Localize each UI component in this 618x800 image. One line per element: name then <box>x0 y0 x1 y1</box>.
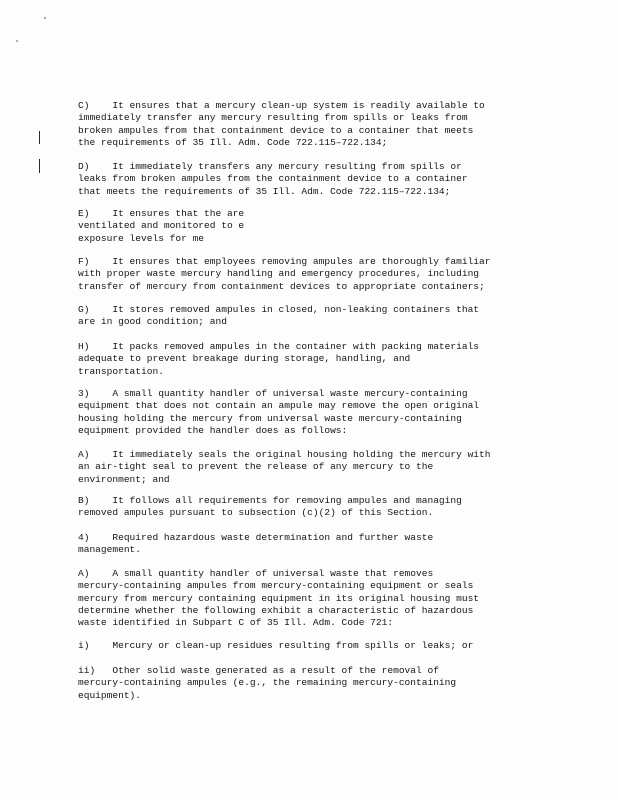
paragraph-3: 3) A small quantity handler of universal waste mercury-containing equipment that does not contain an ampule may remove the open original housing holding the mercury from universal waste mercury-containing equipment provided the handler does as follows: <box>78 388 480 436</box>
paragraph-d: D) It immediately transfers any mercury resulting from spills or leaks from broken ampules from the containment device to a container that meets the requirements of 35 Ill. Adm. Code 722.115–722.134; <box>78 161 468 197</box>
paragraph-3b: B) It follows all requirements for removing ampules and managing removed ampules pursuant to subsection (c)(2) of this Section. <box>78 495 462 519</box>
paragraph-3a: A) It immediately seals the original housing holding the mercury with an air-tight seal to prevent the release of any mercury to the environment; and <box>78 449 491 485</box>
paragraph-e: E) It ensures that the are ventilated and monitored to e exposure levels for me <box>78 208 245 244</box>
paragraph-4a-i: i) Mercury or clean-up residues resulting from spills or leaks; or <box>78 640 474 651</box>
paragraph-4a-ii: ii) Other solid waste generated as a result of the removal of mercury-containing ampules (e.g., the remaining mercury-containing equipment). <box>78 665 457 701</box>
scan-speck <box>16 40 18 42</box>
revision-bar <box>39 159 40 173</box>
paragraph-4: 4) Required hazardous waste determination and further waste management. <box>78 532 434 556</box>
paragraph-4a: A) A small quantity handler of universal waste that removes mercury-containing ampules from mercury-containing equipment or seals mercury from mercury containing equipment in its original housing must determine whether the following exhibit a characteristic of hazardous waste identified in Subpart C of 35 Ill. Adm. Code 721: <box>78 568 480 629</box>
paragraph-h: H) It packs removed ampules in the container with packing materials adequate to prevent breakage during storage, handling, and transportation. <box>78 341 480 377</box>
paragraph-g: G) It stores removed ampules in closed, non-leaking containers that are in good condition; and <box>78 304 480 328</box>
paragraph-f: F) It ensures that employees removing ampules are thoroughly familiar with proper waste mercury handling and emergency procedures, including transfer of mercury from containment devices to appropriate containers; <box>78 256 491 292</box>
paragraph-c: C) It ensures that a mercury clean-up system is readily available to immediately transfer any mercury resulting from spills or leaks from broken ampules from that containment device to a container that meets the requirements of 35 Ill. Adm. Code 722.115–722.134; <box>78 100 485 148</box>
revision-bar <box>39 131 40 144</box>
scan-speck <box>44 17 46 19</box>
